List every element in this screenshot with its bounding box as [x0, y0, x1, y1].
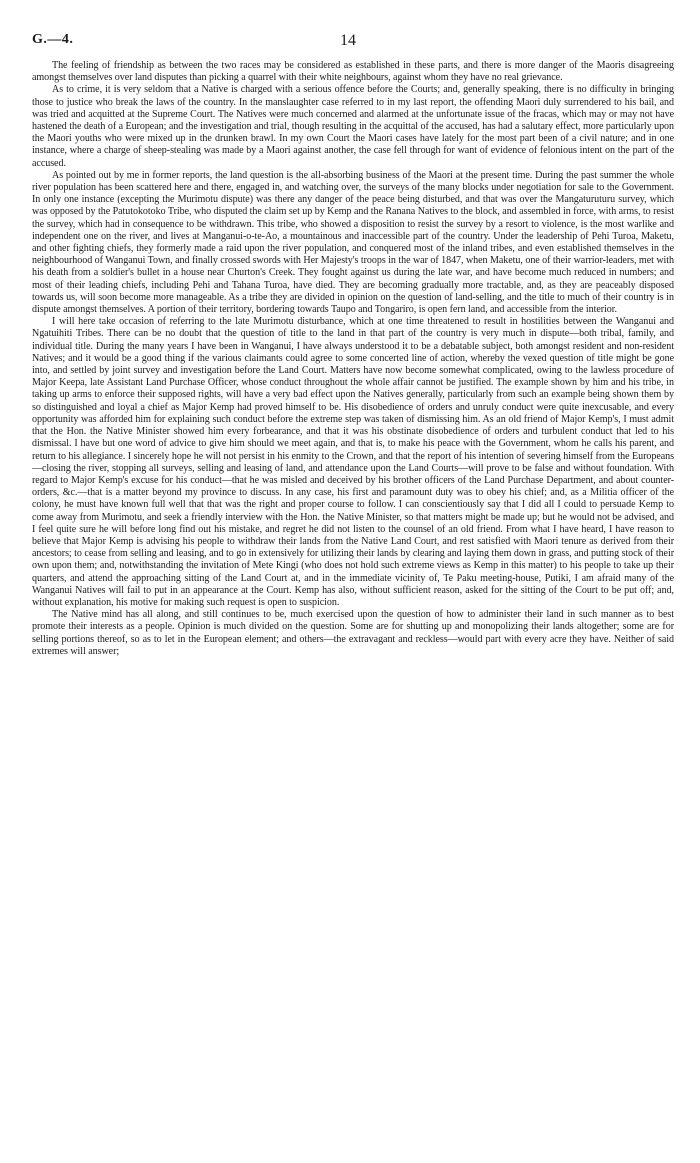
paragraph-land-question: As pointed out by me in former reports, the land question is the all-absorbing business of the Maori at the present time. During the past summer the whole river population has been scattered here and there, engaged in, and watching over, the surveys of the many blocks under negotiation for sale to the Government. In only one instance (excepting the Murimotu dispute) was there any danger of the peace being disturbed, and that was over the Mangaturuturu survey, which was opposed by the Patutokotoko Tribe, who disputed the claim set up by Kemp and the Ranana Natives to the block, and assembled in force, with arms, to resist the survey, which had in consequence to be withdrawn. This tribe, who showed a disposition to resist the survey by a resort to violence, is the most warlike and independent one on the river, and lives at Manganui-o-te-Ao, a mountainous and inaccessible part of the country. Under the leadership of Pehi Turoa, Maketu, and other fighting chiefs, they formerly made a raid upon the river population, and conquered most of the inland tribes, and even established themselves in the neighbourhood of Wanganui Town, and finally crossed swords with Her Majesty's troops in the war of 1847, when Maketu, one of their warrior-leaders, met with his death from a soldier's bullet in a house near Churton's Creek. They fought against us during the late war, and have become much reduced in numbers; and most of their leading chiefs, including Pehi and Tahana Turoa, have died. They are becoming gradually more tractable, and, as they are peaceably disposed towards us, will soon become more manageable. As a tribe they are divided in opinion on the question of land-selling, and the title to much of their country is in dispute amongst themselves. A portion of their territory, bordering towards Taupo and Tongariro, is open fern land, and accessible from the interior.	[32, 169, 674, 316]
paragraph-murimotu: I will here take occasion of referring to the late Murimotu disturbance, which at one time threatened to result in hostilities between the Wanganui and Ngatuihiti Tribes. There can be no doubt that the question of title to the land in that part of the country is very much in dispute—both tribal, family, and individual title. During the many years I have been in Wanganui, I have always understood it to be a debatable subject, both amongst resident and non-resident Natives; and it would be a good thing if the various claimants could agree to some concerted line of action, whereby the vexed question of title might be gone into, and settled by joint survey and investigation before the Land Court. Matters have now become somewhat complicated, owing to the lawless procedure of Major Keepa, late Assistant Land Purchase Officer, whose conduct throughout the whole affair cannot be justified. The example shown by him and his tribe, in taking up arms to enforce their supposed rights, will have a very bad effect upon the Natives generally, particularly from such an example being shown them by so distinguished and loyal a chief as Major Kemp had proved himself to be. His disobedience of orders and unruly conduct were quite inexcusable, and every opportunity was afforded him for explaining such conduct before the extreme step was taken of dismissing him. As an old friend of Major Kemp's, I must admit that the Hon. the Native Minister showed him every forbearance, and that it was his obstinate disobedience of orders and turbulent conduct that led to his dismissal. I have but one word of advice to give him should we meet again, and that is, to make his peace with the Government, whom he calls his parent, and return to his allegiance. I sincerely hope he will not persist in his enmity to the Crown, and that the report of his intention of severing himself from the Europeans—closing the river, stopping all surveys, selling and leasing of land, and attendance upon the Land Courts—will prove to be false and without foundation. With regard to Major Kemp's excuse for his conduct—that he was misled and deceived by his brother officers of the Land Purchase Department, and about counter-orders, &c.—that is a matter beyond my province to discuss. In any case, his first and paramount duty was to obey his chief; and, as a Militia officer of the colony, he must have known full well that that was the right and proper course to follow. I can conscientiously say that I did all I could to persuade Kemp to come away from Murimotu, and seek a friendly interview with the Hon. the Native Minister, so that matters might be made up; but he would not be advised, and I feel quite sure he will before long find out his mistake, and regret he did not listen to the counsel of an old friend. From what I have heard, I have reason to believe that Major Kemp is advising his people to withdraw their lands from the Native Land Court, and rest satisfied with Maori tenure as derived from their ancestors; to cease from selling and leasing, and to go in extensively for utilizing their lands by clearing and laying them down in grass, and putting stock of their own upon them; and, notwithstanding the invitation of Mete Kingi (who does not hold such extreme views as Kemp in this matter) to his people to take up their quarters, and attend the approaching sitting of the Land Court at, and in the immediate vicinity of, Te Paku meeting-house, Putiki, I am afraid many of the Wanganui Natives will fail to put in an appearance at the Court. Kemp has also, without sufficient reason, asked for the sitting of the Court to be put off; and, without explanation, his motive for making such request is open to suspicion.	[32, 316, 674, 608]
paragraph-crime: As to crime, it is very seldom that a Native is charged with a serious offence before the Courts; and, generally speaking, there is no difficulty in bringing those to justice who break the laws of the country. In the manslaughter case referred to in my last report, the offending Maori duly surrendered to his bail, and was tried and acquitted at the Supreme Court. The Natives were much concerned and alarmed at the unfortunate issue of the fracas, which may or may not have hastened the death of a European; and the investigation and trial, though resulting in the acquittal of the accused, has had a salutary effect, more particularly upon the Maori youths who were mixed up in the drunken brawl. In my own Court the Maori cases have lately for the most part been of a civil nature; and in one instance, where a charge of sheep-stealing was made by a Maori against another, the case fell through for want of evidence of felonious intent on the part of the accused.	[32, 84, 674, 169]
paragraph-friendship: The feeling of friendship as between the two races may be considered as established in these parts, and there is more danger of the Maoris disagreeing amongst themselves over land disputes than picking a quarrel with their white neighbours, against whom they have no real grievance.	[32, 60, 674, 84]
body-text	[32, 60, 674, 658]
page-number: 14	[340, 32, 356, 49]
page-header	[32, 32, 674, 54]
paragraph-native-mind: The Native mind has all along, and still continues to be, much exercised upon the question of how to administer their land in such manner as to best promote their interests as a people. Opinion is much divided on the question. Some are for shutting up and monopolizing their lands altogether; some are for selling portions thereof, so as to let in the European element; and others—the extravagant and reckless—would part with every acre they have. Neither of said extremes will answer;	[32, 609, 674, 657]
document-reference: G.—4.	[32, 32, 74, 47]
